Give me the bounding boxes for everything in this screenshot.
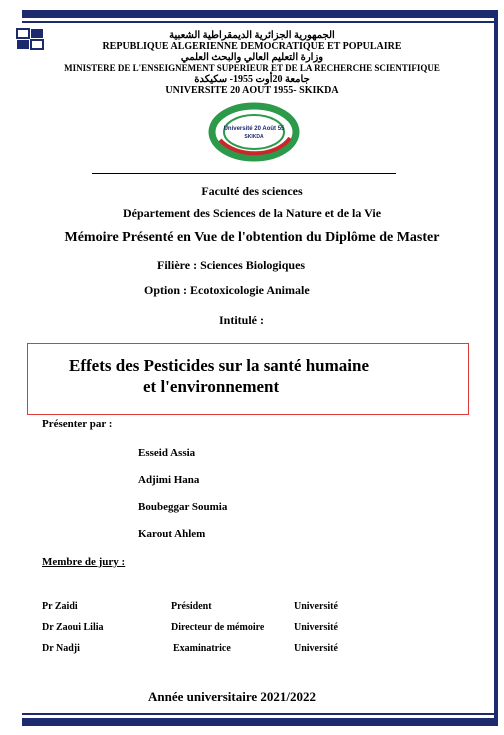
header-republique: REPUBLIQUE ALGERIENNE DEMOCRATIQUE ET POPULAIRE [102,41,402,52]
author-name: Karout Ahlem [138,528,206,540]
logo-text-line2: SKIKDA [244,134,264,140]
jury-affiliation: Université [294,643,338,654]
option: Option : Ecotoxicologie Animale [144,283,310,297]
jury-role: Président [171,601,212,612]
intitule-label: Intitulé : [219,313,264,327]
faculte: Faculté des sciences [201,184,303,198]
university-logo [206,100,302,164]
jury-affiliation: Université [294,622,338,633]
departement: Département des Sciences de la Nature et de la Vie [122,206,382,220]
jury-name: Dr Zaoui Lilia [42,622,104,633]
memoire-title: Mémoire Présenté en Vue de l'obtention du Diplôme de Master [64,230,440,245]
jury-role: Directeur de mémoire [171,622,265,633]
page-frame-top [22,10,498,18]
jury-affiliation: Université [294,601,338,612]
thesis-title-line2: et l'environnement [143,377,280,396]
thesis-title-line1: Effets des Pesticides sur la santé humaine [69,356,370,375]
author-name: Esseid Assia [138,447,196,459]
logo-text-line1: Université 20 Août 55 [223,126,285,132]
header-divider [92,173,396,174]
page-frame-top-rule [22,21,498,23]
page-frame-bottom [22,718,498,726]
jury-name: Dr Nadji [42,643,80,654]
filiere: Filière : Sciences Biologiques [157,258,306,272]
header-arabic-universite: جامعة 20أوت 1955- سكيكدة [194,74,310,85]
page-frame-bottom-rule [22,713,498,715]
page-frame-right [494,10,498,722]
header-ministere: MINISTERE DE L'ENSEIGNEMENT SUPERIEUR ET DE LA RECHERCHE SCIENTIFIQUE [64,63,440,73]
header-arabic-republique: الجمهورية الجزائرية الديمقراطية الشعبية [169,30,335,41]
presenter-label: Présenter par : [42,418,113,430]
jury-label: Membre de jury : [42,556,126,568]
author-name: Boubeggar Soumia [138,501,228,513]
jury-name: Pr Zaidi [42,601,78,612]
header-universite: UNIVERSITE 20 AOUT 1955- SKIKDA [165,85,339,96]
academic-year: Année universitaire 2021/2022 [148,689,317,704]
jury-role: Examinatrice [173,643,231,654]
header-arabic-ministere: وزارة التعليم العالي والبحث العلمي [180,52,324,63]
author-name: Adjimi Hana [138,474,200,486]
